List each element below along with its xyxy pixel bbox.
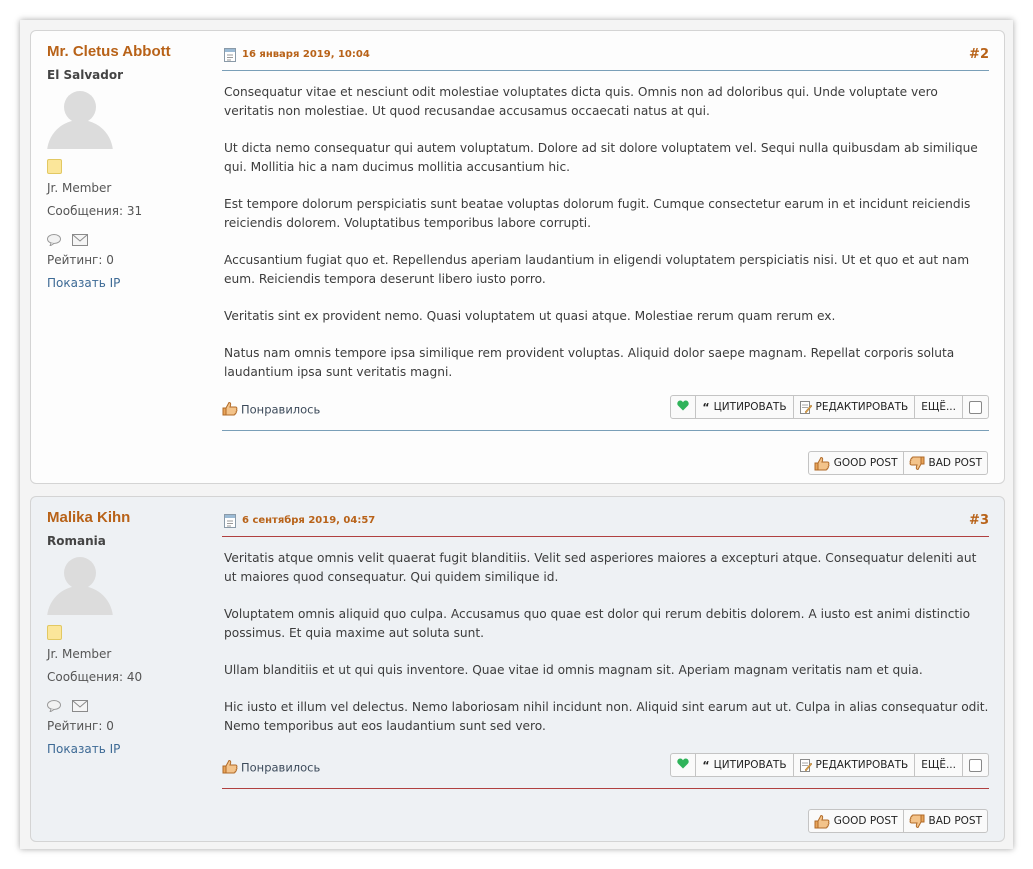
vote-buttons [808,451,988,475]
post-paragraph: Ullam blanditiis et ut qui quis inventore. Quae vitae id omnis magnam sit. Aperiam magnam veritatis nam et quia. [224,663,923,677]
post-body [224,83,989,400]
avatar[interactable] [47,91,113,149]
like-label: Понравилось [241,402,321,417]
bad-post-button[interactable] [903,810,987,832]
like-label: Понравилось [241,760,321,775]
thumbs-down-icon [909,814,925,829]
good-post-label: GOOD POST [833,457,898,469]
good-post-label: GOOD POST [833,815,898,827]
post-header [222,45,989,71]
email-icon[interactable] [72,231,88,250]
email-icon[interactable] [72,697,88,716]
avatar[interactable] [47,557,113,615]
rank-star-icon [47,159,62,174]
edit-icon [800,401,812,414]
quote-label: ЦИТИРОВАТЬ [713,759,787,771]
quote-icon: “ [702,758,710,772]
author-name-link[interactable]: Mr. Cletus Abbott [47,43,171,60]
edit-label: РЕДАКТИРОВАТЬ [815,401,909,413]
checkbox-icon [969,401,982,414]
heart-button[interactable] [671,754,695,776]
edit-button[interactable] [793,754,915,776]
message-count: Сообщения: 31 [47,204,143,218]
good-post-button[interactable] [809,452,903,474]
post-actions [670,753,989,777]
good-post-button[interactable] [809,810,903,832]
thumbs-up-icon [222,401,238,419]
post-paragraph: Natus nam omnis tempore ipsa similique rem provident voluptas. Aliquid dolor saepe magnam. Repellat corporis soluta laudantium ipsa sunt veritatis magni. [224,346,955,379]
post-paragraph: Hic iusto et illum vel delectus. Nemo laboriosam nihil incidunt non. Aliquid sint earum aut ut. Culpa in alias consequatur odit. Nemo temporibus aut eos laudantium sunt sed vero. [224,700,989,733]
post-paragraph: Est tempore dolorum perspiciatis sunt beatae voluptas dolorum fugit. Cumque consectetur earum in et incidunt reiciendis reiciendis dolorem. Voluptatibus temporibus labore corrupti. [224,197,971,230]
thumbs-up-icon [814,814,830,829]
contact-icons [47,230,92,244]
quote-icon: “ [702,400,710,414]
quote-button[interactable] [695,396,792,418]
heart-icon [677,400,689,414]
post-date: 16 января 2019, 10:04 [242,49,370,60]
edit-icon [800,759,812,772]
checkbox-icon [969,759,982,772]
edit-label: РЕДАКТИРОВАТЬ [815,759,909,771]
show-ip-link[interactable]: Показать IP [47,276,121,290]
post-header [222,511,989,537]
heart-button[interactable] [671,396,695,418]
thumbs-up-icon [814,456,830,471]
edit-button[interactable] [793,396,915,418]
author-country: Romania [47,534,106,548]
more-button[interactable]: ЕЩЁ... [914,754,962,776]
post-number-link[interactable]: #3 [969,513,989,528]
quote-button[interactable] [695,754,792,776]
calendar-icon [224,513,236,532]
post-footer [222,395,989,431]
heart-icon [677,758,689,772]
post-paragraph: Veritatis atque omnis velit quaerat fugit blanditiis. Velit sed asperiores maiores a excepturi atque. Consequatur deleniti aut ut maiores quod consequatur. Qui quidem similique id. [224,551,977,584]
bad-post-label: BAD POST [928,457,982,469]
rating: Рейтинг: 0 [47,719,114,733]
post-paragraph: Voluptatem omnis aliquid quo culpa. Accusamus quo quae est dolor qui rerum debitis dolorem. A iusto est animi distinctio possimus. Et quia maxime aut soluta sunt. [224,607,971,640]
post-footer [222,753,989,789]
post-body [224,549,989,754]
show-ip-link[interactable]: Показать IP [47,742,121,756]
quote-label: ЦИТИРОВАТЬ [713,401,787,413]
bad-post-button[interactable] [903,452,987,474]
post-number-link[interactable]: #2 [969,47,989,62]
post-actions [670,395,989,419]
thumbs-down-icon [909,456,925,471]
post-paragraph: Veritatis sint ex provident nemo. Quasi voluptatem ut quasi atque. Molestiae rerum quam rerum ex. [224,309,836,323]
select-post-checkbox[interactable] [962,754,988,776]
calendar-icon [224,47,236,66]
chat-bubble-icon[interactable] [47,231,63,250]
post-date: 6 сентября 2019, 04:57 [242,515,376,526]
rank-star-icon [47,625,62,640]
contact-icons [47,696,92,710]
posts-container [20,20,1013,849]
select-post-checkbox[interactable] [962,396,988,418]
post-paragraph: Ut dicta nemo consequatur qui autem voluptatum. Dolore ad sit dolore voluptatem vel. Sequi nulla quibusdam ab similique qui. Mollitia hic a nam ducimus mollitia accusantium hic. [224,141,978,174]
author-country: El Salvador [47,68,124,82]
rating: Рейтинг: 0 [47,253,114,267]
post [30,30,1005,484]
thumbs-up-icon [222,759,238,777]
member-rank: Jr. Member [47,647,112,661]
post [30,496,1005,842]
message-count: Сообщения: 40 [47,670,143,684]
bad-post-label: BAD POST [928,815,982,827]
author-name-link[interactable]: Malika Kihn [47,509,131,526]
post-paragraph: Accusantium fugiat quo et. Repellendus aperiam laudantium in eligendi voluptatem perspiciatis nisi. Ut et quo et aut nam eum. Reiciendis tempora deserunt libero iusto porro. [224,253,970,286]
chat-bubble-icon[interactable] [47,697,63,716]
like-button[interactable] [222,759,320,777]
member-rank: Jr. Member [47,181,112,195]
like-button[interactable] [222,401,320,419]
vote-buttons [808,809,988,833]
post-paragraph: Consequatur vitae et nesciunt odit molestiae voluptates dicta quis. Omnis non ad doloribus qui. Unde voluptate vero veritatis non molestiae. Ut quod recusandae accusamus occaecati natus at qui. [224,85,938,118]
more-button[interactable]: ЕЩЁ... [914,396,962,418]
